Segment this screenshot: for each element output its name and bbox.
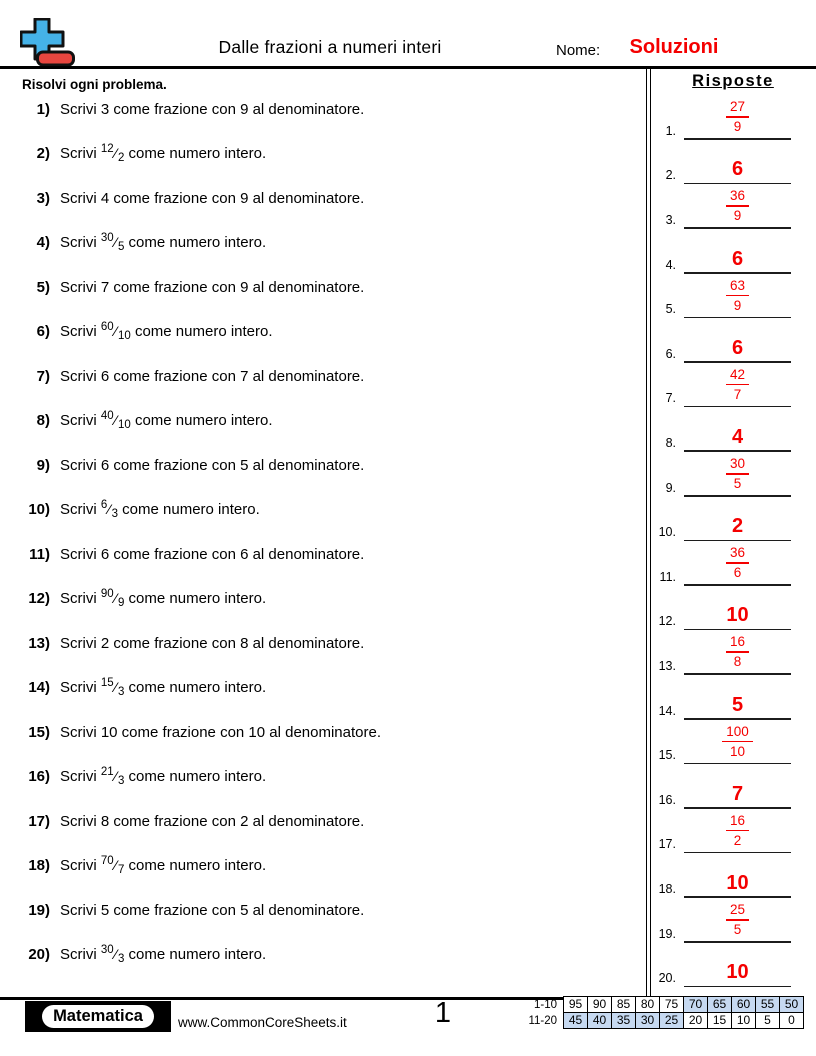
problem-number: 20) [28, 946, 50, 964]
score-cell: 60 [732, 997, 756, 1013]
answer-value [684, 903, 791, 938]
answer-value [684, 338, 791, 358]
answer-fraction [726, 279, 749, 314]
fraction-slash: ⁄ [108, 501, 111, 518]
score-cell: 95 [564, 997, 588, 1013]
score-cell: 15 [708, 1013, 732, 1029]
problem-text: Scrivi $^{40}⁄_{10}$ come numero intero. [60, 410, 273, 432]
fraction-denominator: 7 [117, 864, 125, 877]
problem-text: Scrivi 2 come frazione con 8 al denominatore. [60, 634, 365, 652]
page-number: 1 [434, 997, 452, 1029]
answer-number: 5. [665, 302, 676, 317]
answer-row [648, 761, 816, 809]
problem-row [10, 710, 638, 755]
answer-fraction-numerator: 36 [729, 545, 746, 561]
problem-number: 7) [36, 367, 50, 385]
problem-row [10, 310, 638, 355]
answer-integer: 6 [731, 247, 744, 270]
answer-fraction [726, 814, 749, 849]
answer-fraction [726, 903, 749, 938]
fraction-numerator: 21 [100, 766, 114, 779]
answer-number: 10. [658, 525, 676, 540]
problem-number: 3) [36, 189, 50, 207]
inline-fraction [100, 944, 125, 966]
problem-row [10, 755, 638, 800]
answer-fraction-denominator: 9 [733, 119, 742, 135]
fraction-denominator: 9 [117, 597, 125, 610]
score-range-label-2: 11-20 [528, 1015, 557, 1027]
answers-list [648, 92, 816, 1012]
problem-text: Scrivi $^{30}⁄_5$ come numero intero. [60, 232, 267, 254]
website-url: www.CommonCoreSheets.it [178, 1015, 347, 1030]
score-cell: 55 [756, 997, 780, 1013]
answer-fraction [726, 189, 749, 224]
answer-row [648, 627, 816, 675]
problem-number: 14) [28, 679, 50, 697]
answer-fraction-numerator: 63 [729, 277, 746, 293]
answer-value [684, 635, 791, 670]
score-cell: 40 [588, 1013, 612, 1029]
score-cell: 35 [612, 1013, 636, 1029]
answer-fraction-numerator: 30 [729, 456, 746, 471]
answer-integer: 7 [731, 782, 744, 805]
problem-row [10, 888, 638, 933]
problem-text: Scrivi 3 come frazione con 9 al denominatore. [60, 100, 365, 118]
answer-row [648, 92, 816, 140]
problem-number: 5) [36, 278, 50, 296]
answer-row [648, 895, 816, 943]
answer-integer: 10 [726, 961, 749, 984]
fraction-numerator: 70 [100, 855, 114, 868]
answer-fraction-numerator: 27 [729, 99, 746, 115]
problems-list [10, 87, 638, 992]
answers-column-title: Risposte [692, 72, 774, 90]
inline-fraction [100, 143, 125, 165]
answer-value [684, 873, 791, 893]
logo-minus-shape [38, 52, 74, 65]
answer-number: 17. [658, 837, 676, 852]
score-cell: 50 [780, 997, 804, 1013]
answer-integer: 10 [726, 871, 749, 894]
inline-fraction [100, 677, 125, 699]
answer-row [648, 270, 816, 318]
answer-number: 6. [665, 346, 676, 361]
problem-text: Scrivi 6 come frazione con 7 al denominatore. [60, 367, 365, 385]
answer-number: 19. [658, 926, 676, 941]
footer-divider [0, 997, 564, 1000]
inline-fraction [100, 410, 131, 432]
answer-value [684, 784, 791, 804]
answer-row [648, 805, 816, 853]
answer-fraction-numerator: 16 [729, 634, 746, 650]
answer-integer: 6 [731, 158, 744, 181]
answer-row [648, 538, 816, 586]
fraction-slash: ⁄ [114, 412, 117, 429]
score-table [563, 996, 804, 1029]
problem-row [10, 354, 638, 399]
answer-fraction-numerator: 36 [729, 188, 746, 204]
answer-value [684, 725, 791, 760]
answer-fraction-denominator: 5 [733, 922, 742, 938]
answer-row [648, 315, 816, 363]
problem-number: 15) [28, 723, 50, 741]
answer-number: 2. [665, 168, 676, 183]
answer-number: 9. [665, 480, 676, 495]
problem-row [10, 933, 638, 978]
problem-row [10, 399, 638, 444]
answer-row [648, 850, 816, 898]
score-cell: 20 [684, 1013, 708, 1029]
answer-number: 13. [658, 658, 676, 673]
score-cell: 30 [636, 1013, 660, 1029]
answer-row [648, 181, 816, 229]
problem-row [10, 577, 638, 622]
fraction-numerator: 30 [100, 232, 114, 245]
fraction-denominator: 3 [117, 775, 125, 788]
problem-row [10, 799, 638, 844]
fraction-slash: ⁄ [114, 857, 117, 874]
problem-number: 2) [36, 145, 50, 163]
subject-badge-label: Matematica [42, 1005, 154, 1029]
answer-fraction-denominator: 8 [733, 654, 742, 670]
fraction-denominator: 3 [111, 508, 118, 521]
problem-text: Scrivi $^{90}⁄_9$ come numero intero. [60, 588, 267, 610]
problem-number: 10) [28, 501, 50, 519]
answer-fraction [726, 546, 749, 581]
answer-number: 14. [658, 703, 676, 718]
score-cell: 45 [564, 1013, 588, 1029]
answer-row [648, 359, 816, 407]
answer-number: 20. [658, 971, 676, 986]
problem-text: Scrivi 7 come frazione con 9 al denominatore. [60, 278, 365, 296]
answer-value [684, 546, 791, 581]
problem-row [10, 666, 638, 711]
answer-number: 8. [665, 435, 676, 450]
problem-number: 18) [28, 857, 50, 875]
fraction-denominator: 2 [117, 152, 125, 165]
fraction-denominator: 5 [117, 241, 125, 254]
inline-fraction [100, 588, 125, 610]
answer-number: 3. [665, 212, 676, 227]
fraction-numerator: 60 [100, 321, 114, 334]
fraction-slash: ⁄ [114, 679, 117, 696]
inline-fraction [100, 321, 131, 343]
answer-integer: 10 [726, 604, 749, 627]
inline-fraction [100, 766, 125, 788]
problem-number: 6) [36, 323, 50, 341]
answer-value [684, 962, 791, 982]
answer-row [648, 672, 816, 720]
instructions: Risolvi ogni problema. [22, 77, 167, 92]
answer-number: 1. [665, 123, 676, 138]
answer-fraction-denominator: 10 [729, 743, 746, 759]
fraction-denominator: 3 [117, 686, 125, 699]
answer-value [684, 159, 791, 179]
problem-number: 4) [36, 234, 50, 252]
problem-text: Scrivi 10 come frazione con 10 al denominatore. [60, 723, 382, 741]
fraction-slash: ⁄ [114, 768, 117, 785]
problem-text: Scrivi $^{21}⁄_3$ come numero intero. [60, 766, 267, 788]
answer-blank-line [684, 986, 791, 988]
answer-fraction [726, 635, 749, 670]
problem-row [10, 844, 638, 889]
answer-fraction [722, 725, 753, 760]
score-cell: 65 [708, 997, 732, 1013]
answer-row [648, 716, 816, 764]
answer-value [684, 814, 791, 849]
answer-fraction-numerator: 100 [726, 723, 749, 739]
plus-minus-logo-icon [20, 18, 76, 67]
problem-row [10, 132, 638, 177]
problem-number: 9) [36, 456, 50, 474]
fraction-numerator: 15 [100, 677, 114, 690]
problem-text: Scrivi $^{15}⁄_3$ come numero intero. [60, 677, 267, 699]
answer-fraction [726, 100, 749, 135]
answer-integer: 6 [731, 336, 744, 359]
fraction-numerator: 6 [100, 499, 108, 512]
inline-fraction [100, 232, 125, 254]
answer-value [684, 605, 791, 625]
problem-row [10, 265, 638, 310]
fraction-slash: ⁄ [114, 234, 117, 251]
score-cell: 10 [732, 1013, 756, 1029]
answer-value [684, 279, 791, 314]
answer-fraction [726, 457, 749, 492]
answer-number: 12. [658, 614, 676, 629]
answer-fraction-numerator: 16 [729, 812, 746, 828]
answer-value [684, 457, 791, 492]
score-cell: 75 [660, 997, 684, 1013]
score-range-label-1: 1-10 [533, 999, 557, 1011]
inline-fraction [100, 855, 125, 877]
problem-row [10, 488, 638, 533]
score-cell: 85 [612, 997, 636, 1013]
answer-value [684, 100, 791, 135]
problem-text: Scrivi 6 come frazione con 6 al denominatore. [60, 545, 365, 563]
score-cell: 5 [756, 1013, 780, 1029]
fraction-slash: ⁄ [114, 590, 117, 607]
name-value-solutions: Soluzioni [629, 36, 719, 58]
answer-row [648, 226, 816, 274]
problem-number: 17) [28, 812, 50, 830]
answer-number: 18. [658, 881, 676, 896]
problem-number: 16) [28, 768, 50, 786]
fraction-slash: ⁄ [114, 323, 117, 340]
problem-text: Scrivi $^{70}⁄_7$ come numero intero. [60, 855, 267, 877]
answer-row [648, 404, 816, 452]
problem-number: 12) [28, 590, 50, 608]
answer-integer: 2 [731, 515, 744, 538]
fraction-numerator: 40 [100, 410, 114, 423]
answer-fraction-denominator: 7 [733, 386, 742, 402]
problem-text: Scrivi 5 come frazione con 5 al denominatore. [60, 901, 365, 919]
answer-row [648, 939, 816, 987]
answer-fraction [726, 368, 749, 403]
problem-text: Scrivi 4 come frazione con 9 al denominatore. [60, 189, 365, 207]
answer-fraction-numerator: 25 [729, 902, 746, 917]
score-table-body [564, 997, 804, 1029]
subject-badge [25, 1001, 171, 1032]
answer-row [648, 493, 816, 541]
answer-fraction-denominator: 9 [733, 208, 742, 224]
inline-fraction [100, 499, 118, 521]
problem-number: 11) [29, 545, 50, 563]
problem-row [10, 621, 638, 666]
problem-number: 8) [36, 412, 50, 430]
answer-integer: 5 [731, 693, 744, 716]
answer-value [684, 427, 791, 447]
answer-fraction-denominator: 2 [733, 832, 742, 848]
problem-number: 19) [28, 901, 50, 919]
score-cell: 25 [660, 1013, 684, 1029]
answer-value [684, 189, 791, 224]
answer-row [648, 582, 816, 630]
answer-number: 7. [665, 391, 676, 406]
answer-number: 4. [665, 257, 676, 272]
fraction-denominator: 10 [117, 419, 131, 432]
answer-number: 15. [658, 748, 676, 763]
fraction-numerator: 12 [100, 143, 114, 156]
problem-text: Scrivi $^{60}⁄_{10}$ come numero intero. [60, 321, 273, 343]
answer-value [684, 249, 791, 269]
answer-fraction-denominator: 9 [733, 297, 742, 313]
fraction-slash: ⁄ [114, 946, 117, 963]
answer-value [684, 516, 791, 536]
page-title: Dalle frazioni a numeri interi [218, 37, 442, 57]
score-table-row [564, 997, 804, 1013]
score-cell: 90 [588, 997, 612, 1013]
score-table-row [564, 1013, 804, 1029]
problem-row [10, 532, 638, 577]
problem-text: Scrivi $^{30}⁄_3$ come numero intero. [60, 944, 267, 966]
answer-row [648, 136, 816, 184]
problem-text: Scrivi $^{12}⁄_2$ come numero intero. [60, 143, 267, 165]
answer-number: 11. [659, 569, 676, 584]
score-cell: 0 [780, 1013, 804, 1029]
problem-text: Scrivi 8 come frazione con 2 al denominatore. [60, 812, 365, 830]
problem-row [10, 221, 638, 266]
fraction-denominator: 10 [117, 330, 131, 343]
fraction-slash: ⁄ [114, 145, 117, 162]
fraction-numerator: 90 [100, 588, 114, 601]
answer-fraction-denominator: 6 [733, 565, 742, 581]
fraction-numerator: 30 [100, 944, 114, 957]
answer-fraction-numerator: 42 [729, 366, 746, 382]
score-cell: 80 [636, 997, 660, 1013]
problem-text: Scrivi $^6⁄_3$ come numero intero. [60, 499, 260, 521]
problem-number: 13) [28, 634, 50, 652]
answer-row [648, 449, 816, 497]
answer-value [684, 695, 791, 715]
name-label: Nome: [556, 42, 601, 59]
fraction-denominator: 3 [117, 953, 125, 966]
problem-number: 1) [36, 100, 50, 118]
problem-row [10, 87, 638, 132]
problem-text: Scrivi 6 come frazione con 5 al denominatore. [60, 456, 365, 474]
header-divider [0, 66, 816, 69]
answer-number: 16. [658, 792, 676, 807]
answer-fraction-denominator: 5 [733, 476, 742, 492]
answer-value [684, 368, 791, 403]
answer-integer: 4 [731, 425, 744, 448]
problem-row [10, 443, 638, 488]
score-cell: 70 [684, 997, 708, 1013]
problem-row [10, 176, 638, 221]
